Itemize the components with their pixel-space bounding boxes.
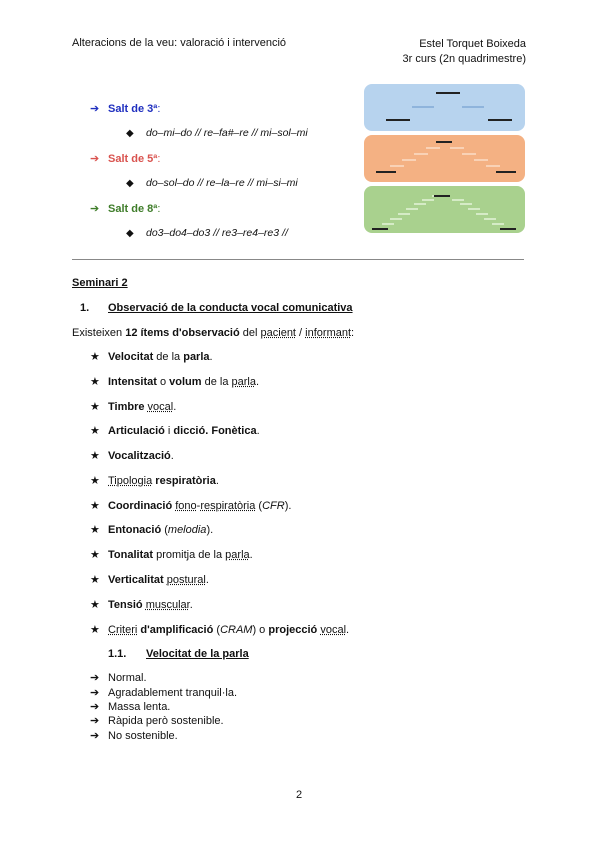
item-entonacio: ★ Entonació (melodia). (90, 524, 214, 536)
intro-text: Existeixen (72, 327, 126, 339)
intro-term: informant (305, 327, 352, 339)
option-item: ➔ Normal. (90, 672, 147, 684)
sequence-5th (126, 177, 298, 189)
star-icon: ★ (90, 425, 100, 437)
item-velocitat: ★ Velocitat de la parla. (90, 351, 213, 363)
diamond-icon: ◆ (126, 178, 134, 189)
item-verticalitat: ★ Verticalitat postural. (90, 574, 209, 586)
star-icon: ★ (90, 524, 100, 536)
star-icon: ★ (90, 624, 100, 636)
arrow-icon: ➔ (90, 730, 100, 742)
section-title: Observació de la conducta vocal comunicativa (108, 302, 353, 314)
intro-text: / (296, 327, 306, 339)
arrow-icon: ➔ (90, 203, 100, 215)
item-coordinacio: ★ Coordinació fono-respiratòria (CFR). (90, 500, 292, 512)
arrow-icon: ➔ (90, 701, 100, 713)
subsection-heading (108, 648, 249, 660)
sequence-text: do3–do4–do3 // re3–re4–re3 // (146, 227, 288, 239)
interval-5th (90, 152, 160, 165)
colon: : (157, 203, 161, 215)
interval-8th (90, 202, 160, 215)
arrow-icon: ➔ (90, 687, 100, 699)
star-icon: ★ (90, 475, 100, 487)
item-tipologia: ★ Tipologia respiratòria. (90, 475, 219, 487)
item-timbre: ★ Timbre vocal. (90, 401, 177, 413)
star-icon: ★ (90, 450, 100, 462)
item-criteri: ★ Criteri d'amplificació (CRAM) o projecció vocal. (90, 624, 350, 636)
option-item: ➔ No sostenible. (90, 730, 178, 742)
intro-paragraph (72, 327, 354, 339)
pitch-box-8th (364, 186, 525, 233)
arrow-icon: ➔ (90, 672, 100, 684)
intro-text: : (351, 327, 355, 339)
interval-3rd (90, 102, 160, 115)
seminar-title: Seminari 2 (72, 277, 128, 289)
item-articulacio: ★ Articulació i dicció. Fonètica. (90, 425, 260, 437)
star-icon: ★ (90, 574, 100, 586)
star-icon: ★ (90, 500, 100, 512)
subsection-title: Velocitat de la parla (146, 648, 249, 660)
option-item: ➔ Massa lenta. (90, 701, 171, 713)
option-item: ➔ Agradablement tranquil·la. (90, 687, 238, 699)
pitch-box-5th (364, 135, 525, 182)
item-vocalitzacio: ★ Vocalització. (90, 450, 174, 462)
colon: : (157, 103, 161, 115)
star-icon: ★ (90, 351, 100, 363)
sequence-8th (126, 227, 288, 239)
interval-label: Salt de 5ª (108, 153, 158, 165)
item-tensio: ★ Tensió muscular. (90, 599, 193, 611)
section-divider (72, 259, 524, 260)
colon: : (157, 153, 161, 165)
sequence-text: do–sol–do // re–la–re // mi–si–mi (146, 177, 298, 189)
star-icon: ★ (90, 376, 100, 388)
option-item: ➔ Ràpida però sostenible. (90, 715, 224, 727)
intro-term: pacient (260, 327, 296, 339)
course-info: 3r curs (2n quadrimestre) (402, 53, 526, 65)
sequence-text: do–mi–do // re–fa#–re // mi–sol–mi (146, 127, 308, 139)
star-icon: ★ (90, 401, 100, 413)
interval-label: Salt de 3ª (108, 103, 158, 115)
doc-author-block (403, 37, 527, 67)
arrow-icon: ➔ (90, 715, 100, 727)
star-icon: ★ (90, 549, 100, 561)
section-number: 1. (80, 302, 90, 314)
arrow-icon: ➔ (90, 103, 100, 115)
diamond-icon: ◆ (126, 128, 134, 139)
star-icon: ★ (90, 599, 100, 611)
pitch-box-3rd (364, 84, 525, 131)
intro-bold: 12 ítems d'observació (125, 327, 240, 339)
item-tonalitat: ★ Tonalitat promitja de la parla. (90, 549, 253, 561)
intro-text: del (239, 327, 261, 339)
diamond-icon: ◆ (126, 228, 134, 239)
item-intensitat: ★ Intensitat o volum de la parla. (90, 376, 260, 388)
subsection-number: 1.1. (108, 648, 127, 660)
sequence-3rd (126, 127, 308, 139)
section-heading (80, 302, 353, 314)
doc-title: Alteracions de la veu: valoració i intervenció (72, 37, 287, 49)
arrow-icon: ➔ (90, 153, 100, 165)
interval-label: Salt de 8ª (108, 203, 158, 215)
page-number: 2 (296, 789, 303, 801)
author-name: Estel Torquet Boixeda (419, 38, 526, 50)
